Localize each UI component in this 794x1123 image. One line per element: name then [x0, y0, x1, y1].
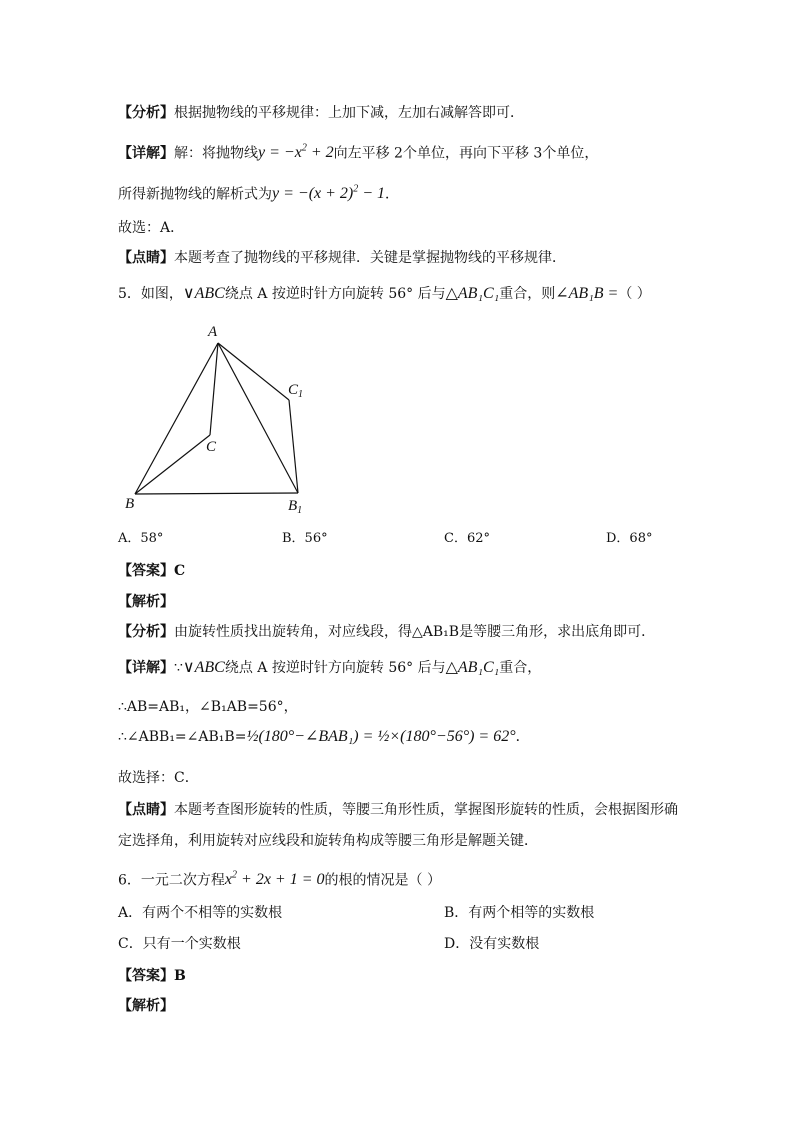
segment-ab1 — [218, 343, 298, 493]
label-b: B — [125, 496, 135, 512]
answer-5: 【答案】C — [118, 563, 186, 579]
text: 重合，则 — [499, 286, 556, 302]
label-a: A — [208, 324, 218, 340]
text: 所得新抛物线的解析式为 — [118, 186, 272, 203]
q6-option-b: B．有两个相等的实数根 — [444, 905, 595, 921]
segment-ca — [210, 343, 218, 435]
step1-5: ∴AB=AB₁，∠B₁AB=56°， — [118, 699, 298, 715]
label-c1: $C_1$ — [288, 382, 304, 400]
step2-5: ∴∠ABB₁=∠AB₁B=½(180°−∠BAB₁) = ½×(180°−56°) = 62°． — [118, 728, 530, 745]
formula: ∨ABC — [182, 285, 225, 302]
segment-bb1 — [135, 493, 298, 494]
tag: 【点睛】 — [118, 250, 174, 266]
q6-option-c: C．只有一个实数根 — [118, 936, 241, 952]
segment-bc — [135, 435, 210, 494]
comment-5-cont: 定选择角，利用旋转对应线段和旋转角构成等腰三角形是解题关键． — [118, 833, 538, 849]
choose-line — [118, 218, 184, 238]
tag: 【分析】 — [118, 105, 174, 121]
text: 根据抛物线的平移规律：上加下减，左加右减解答即可． — [174, 105, 524, 121]
text: 绕点 A 按逆时针方向旋转 56° 后与 — [224, 286, 446, 302]
choose-5: 故选择：C． — [118, 770, 199, 786]
formula: ∠AB₁B = — [555, 285, 619, 302]
text: 故选：A． — [118, 220, 185, 236]
detail-5: 【详解】∵∨ABC绕点 A 按逆时针方向旋转 56° 后与△AB₁C₁重合， — [118, 659, 542, 676]
question-6: 6．一元二次方程$x^2 + 2x + 1 = 0$的根的情况是（ ） — [118, 870, 441, 889]
text: 解：将抛物线 — [174, 145, 258, 162]
text: 向左平移 2个单位，再向下平移 3个单位， — [333, 145, 599, 162]
formula: △AB₁C₁ — [445, 285, 500, 302]
detail-line — [118, 139, 598, 163]
formula: $y = -x^2 + 2$ — [258, 143, 334, 162]
rotation-figure — [110, 318, 330, 518]
text: 本题考查了抛物线的平移规律．关键是掌握抛物线的平移规律． — [174, 250, 566, 266]
option-b: B．56° — [282, 531, 328, 546]
option-a: A．58° — [118, 531, 164, 546]
analysis-5: 【分析】由旋转性质找出旋转角，对应线段，得△AB₁B是等腰三角形，求出底角即可． — [118, 624, 656, 640]
comment-5: 【点睛】本题考查图形旋转的性质，等腰三角形性质，掌握图形旋转的性质，会根据图形确 — [118, 802, 678, 818]
q6-option-a: A．有两个不相等的实数根 — [118, 905, 283, 921]
option-d: D．68° — [606, 531, 653, 546]
option-c: C．62° — [444, 531, 490, 546]
label-c: C — [206, 439, 217, 455]
label-b1: $B_1$ — [288, 498, 303, 516]
text: ． — [385, 186, 400, 203]
question-5 — [118, 284, 651, 304]
analysis-line — [118, 103, 524, 123]
result-line — [118, 180, 399, 204]
answer-6: 【答案】B — [118, 968, 186, 984]
tag: 【详解】 — [118, 145, 174, 162]
q6-option-d: D．没有实数根 — [444, 936, 540, 952]
formula: $x^2 + 2x + 1 = 0$ — [224, 870, 325, 889]
text: 5．如图， — [118, 286, 183, 302]
text: （ ） — [618, 286, 651, 302]
analysis-title-5: 【解析】 — [118, 594, 174, 610]
segment-ac1 — [218, 343, 289, 400]
formula: $y = -(x + 2)^2 - 1$ — [272, 184, 386, 203]
comment-line — [118, 248, 566, 268]
segment-ab — [135, 343, 218, 494]
analysis-title-6: 【解析】 — [118, 998, 174, 1014]
